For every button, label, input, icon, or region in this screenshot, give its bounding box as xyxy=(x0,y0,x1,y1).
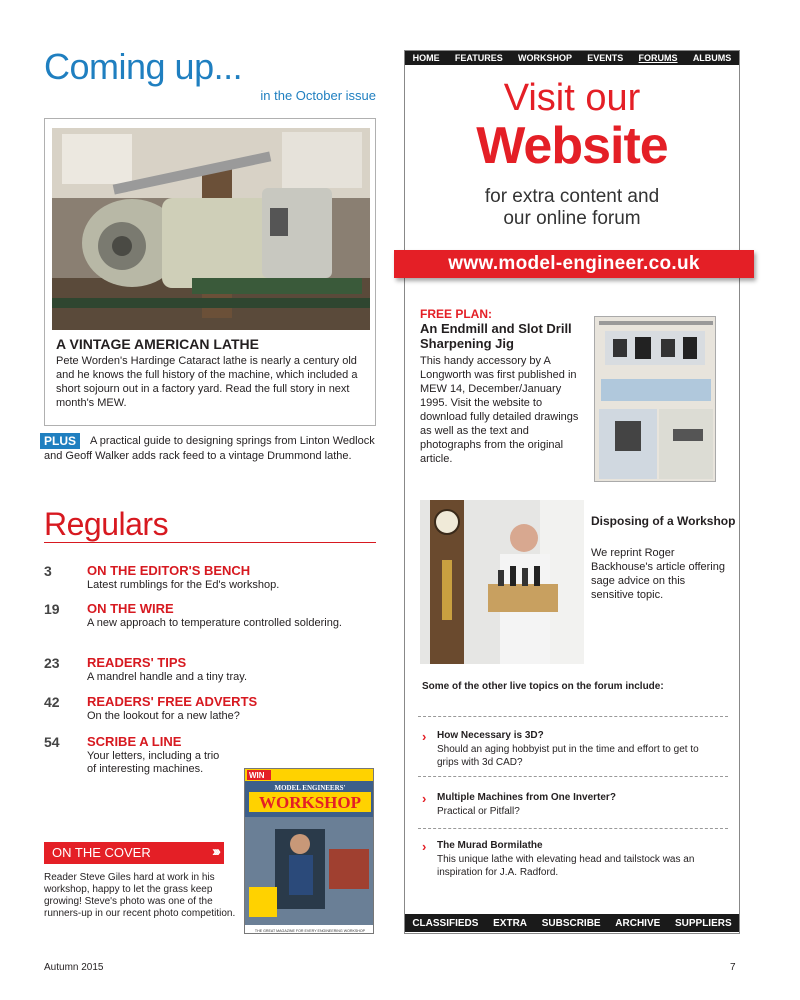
regular-desc: On the lookout for a new lathe? xyxy=(87,710,240,722)
regular-desc: Latest rumblings for the Ed's workshop. xyxy=(87,579,280,591)
free-plan-title[interactable]: An Endmill and Slot Drill Sharpening Jig xyxy=(420,321,572,351)
lathe-photo xyxy=(52,128,370,330)
chevron-right-icon: › xyxy=(422,839,427,854)
forum-topic-body: Should an aging hobbyist put in the time and effort to get to grips with 3d CAD? xyxy=(437,744,699,768)
free-plan-body: This handy accessory by A Longworth was first published in MEW 14, December/January 1995. Visit the website to download fully detailed drawings as well as the text and photographs from the original article. xyxy=(420,355,579,465)
website-nav-bottom xyxy=(405,914,739,932)
website-nav-top xyxy=(405,51,739,65)
feature-body: Pete Worden's Hardinge Cataract lathe is nearly a century old and he knows the full history of the machine, which included a short sojourn out in a factory yard. Read the full story in next month's MEW. xyxy=(56,355,358,409)
on-the-cover-label: ON THE COVER xyxy=(52,845,151,860)
regular-page: 42 xyxy=(44,694,60,710)
regulars-title: Regulars xyxy=(44,506,169,542)
magazine-win-text: WIN xyxy=(249,771,265,780)
regular-title[interactable]: READERS' TIPS xyxy=(87,655,187,670)
nav-extra[interactable]: EXTRA xyxy=(493,917,528,929)
disposing-title[interactable]: Disposing of a Workshop xyxy=(591,514,736,528)
sharpening-jig-photo xyxy=(594,316,716,482)
page-number: 7 xyxy=(730,962,736,973)
regulars-rule xyxy=(44,542,376,543)
magazine-big-title: WORKSHOP xyxy=(258,793,362,812)
regular-title[interactable]: ON THE WIRE xyxy=(87,601,174,616)
regular-title[interactable]: SCRIBE A LINE xyxy=(87,734,182,749)
forum-topic-title[interactable]: How Necessary is 3D? xyxy=(437,730,544,741)
website-heading: Website xyxy=(476,117,668,175)
free-plan-label: FREE PLAN: xyxy=(420,307,492,321)
nav-albums[interactable]: ALBUMS xyxy=(692,53,732,63)
website-tagline-line2: our online forum xyxy=(503,208,641,229)
regular-page: 3 xyxy=(44,563,52,579)
chevron-right-icon: › xyxy=(422,729,427,744)
plus-text: A practical guide to designing springs from Linton Wedlock and Geoff Walker adds rack feed to a vintage Drummond lathe. xyxy=(44,435,375,462)
nav-features[interactable]: FEATURES xyxy=(454,53,503,63)
forum-topic-body: Practical or Pitfall? xyxy=(437,806,520,817)
chevron-right-icon: › xyxy=(422,791,427,806)
plus-badge: PLUS xyxy=(40,433,80,449)
regular-desc: A mandrel handle and a tiny tray. xyxy=(87,671,248,683)
coming-up-title: Coming up... xyxy=(44,46,243,87)
chevrons-icon: ››› xyxy=(212,843,218,860)
nav-workshop[interactable]: WORKSHOP xyxy=(518,53,572,63)
cover-text: Reader Steve Giles hard at work in his workshop, happy to let the grass keep growing! Steve's photo was one of the runners-up in our recent photo competition. xyxy=(44,872,236,919)
disposing-body: We reprint Roger Backhouse's article offering sage advice on this sensitive topic. xyxy=(591,547,725,601)
nav-home[interactable]: HOME xyxy=(412,53,440,63)
on-the-cover-bar xyxy=(44,842,224,864)
magazine-small-title: MODEL ENGINEERS' xyxy=(274,784,346,792)
regular-desc: A new approach to temperature controlled soldering. xyxy=(87,617,342,629)
regular-title[interactable]: READERS' FREE ADVERTS xyxy=(87,694,258,709)
magazine-tagline: THE GREAT MAGAZINE FOR EVERY ENGINEERING WORKSHOP xyxy=(254,929,366,933)
divider xyxy=(418,828,728,829)
forum-topic-body: This unique lathe with elevating head and tailstock was an inspiration for J.A. Radford. xyxy=(437,854,695,878)
website-tagline xyxy=(405,186,739,230)
nav-forums[interactable]: FORUMS xyxy=(638,53,678,63)
forum-topic-title[interactable]: Multiple Machines from One Inverter? xyxy=(437,792,616,803)
nav-classifieds[interactable]: CLASSIFIEDS xyxy=(412,917,479,929)
regular-page: 19 xyxy=(44,601,60,617)
magazine-cover-thumbnail[interactable] xyxy=(244,768,374,934)
visit-our-heading: Visit our xyxy=(503,77,641,119)
feature-heading: A VINTAGE AMERICAN LATHE xyxy=(56,336,259,352)
issue-date: Autumn 2015 xyxy=(44,962,104,973)
regular-page: 23 xyxy=(44,655,60,671)
website-url-link[interactable]: www.model-engineer.co.uk xyxy=(394,250,754,278)
forum-topics-heading: Some of the other live topics on the forum include: xyxy=(422,681,664,692)
website-tagline-line1: for extra content and xyxy=(484,186,660,207)
regular-desc: Your letters, including a trio of interesting machines. xyxy=(87,750,220,775)
nav-subscribe[interactable]: SUBSCRIBE xyxy=(541,917,601,929)
regular-page: 54 xyxy=(44,734,60,750)
nav-suppliers[interactable]: SUPPLIERS xyxy=(674,917,732,929)
divider xyxy=(418,776,728,777)
forum-topic-title[interactable]: The Murad Bormilathe xyxy=(437,840,543,851)
nav-events[interactable]: EVENTS xyxy=(587,53,624,63)
workshop-man-photo xyxy=(420,500,584,664)
coming-up-subtitle: in the October issue xyxy=(260,88,376,103)
nav-archive[interactable]: ARCHIVE xyxy=(615,917,661,929)
regular-title[interactable]: ON THE EDITOR'S BENCH xyxy=(87,563,251,578)
divider xyxy=(418,716,728,717)
